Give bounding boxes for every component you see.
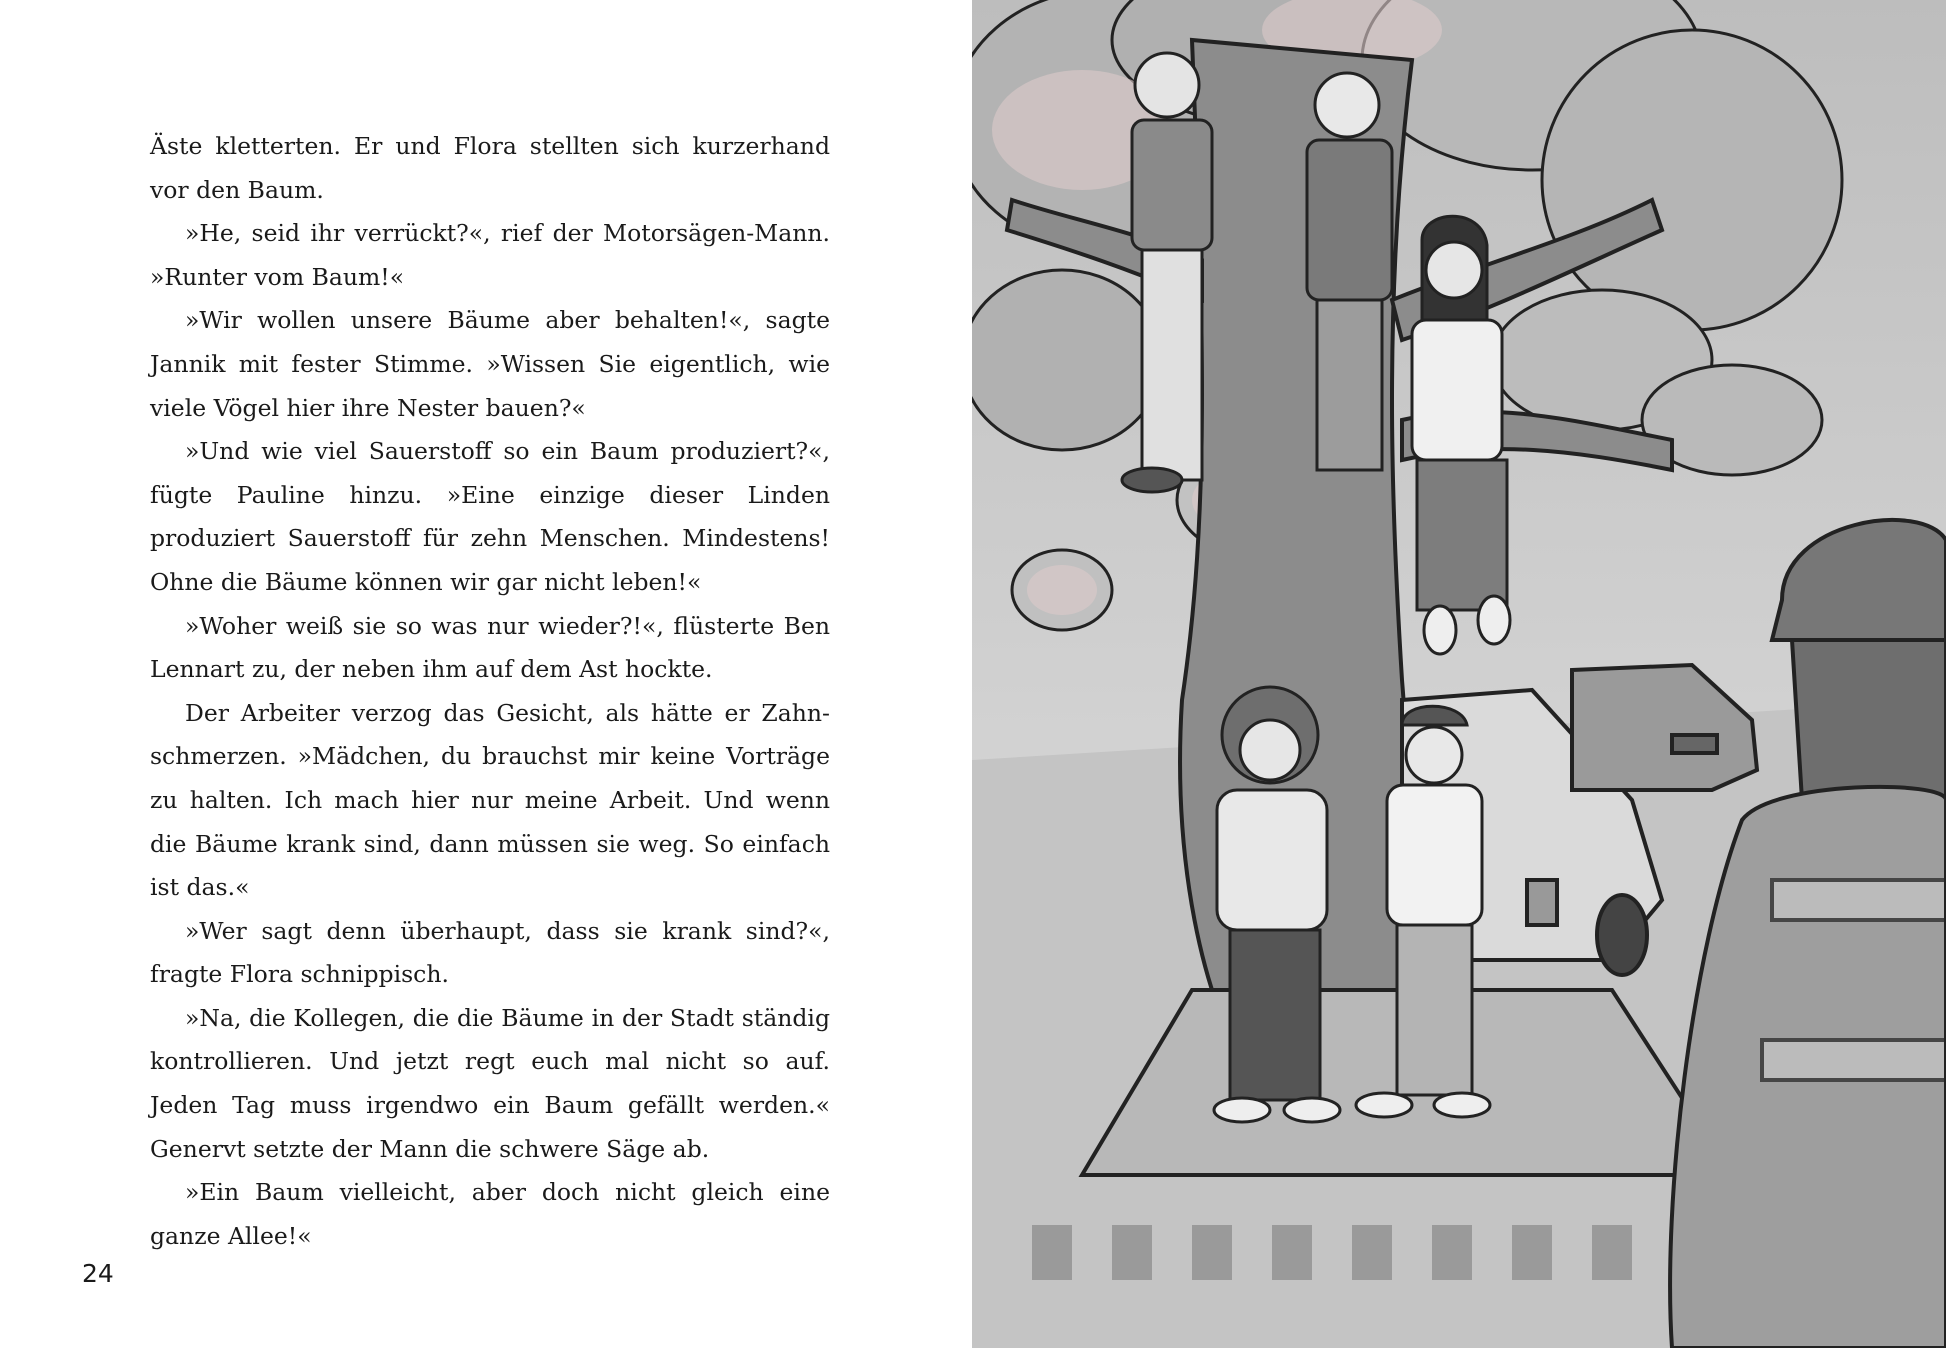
paragraph: »Ein Baum vielleicht, aber doch nicht gleich eine ganze Allee!« — [150, 1178, 830, 1250]
paragraph: »Woher weiß sie so was nur wieder?!«, flüsterte Ben Lennart zu, der neben ihm auf dem Ast hockte. — [150, 611, 830, 684]
illustration-art — [972, 0, 1946, 1348]
illustration — [972, 0, 1946, 1348]
paragraph: »He, seid ihr verrückt?«, rief der Motorsägen-Mann. »Runter vom Baum!« — [150, 219, 830, 291]
page-number: 24 — [82, 1259, 114, 1288]
paragraph: »Und wie viel Sauerstoff so ein Baum produziert?«, fügte Pauline hinzu. »Eine einzige dieser Linden produziert Sauerstoff für zehn Menschen. Mindestens! Ohne die Bäume können wir gar nicht leben!« — [150, 437, 830, 596]
story-text — [150, 125, 830, 1258]
paragraph: Der Arbeiter verzog das Gesicht, als hätte er Zahnschmerzen. »Mädchen, du brauchst mir keine Vorträge zu halten. Ich mach hier nur meine Arbeit. Und wenn die Bäume krank sind, dann müssen sie weg. So einfach ist das.« — [150, 698, 830, 902]
text-page — [0, 0, 972, 1348]
paragraph: »Na, die Kollegen, die die Bäume in der Stadt ständig kontrollieren. Und jetzt regt euch mal nicht so auf. Jeden Tag muss irgendwo ein Baum gefällt werden.« Genervt setzte der Mann die schwere Säge ab. — [150, 1003, 830, 1163]
paragraph: »Wer sagt denn überhaupt, dass sie krank sind?«, fragte Flora schnippisch. — [150, 916, 830, 989]
paragraph: Äste kletterten. Er und Flora stellten sich kurzerhand vor den Baum. — [150, 132, 830, 204]
paragraph: »Wir wollen unsere Bäume aber behalten!«, sagte Jannik mit fester Stimme. »Wissen Sie eigentlich, wie viele Vögel hier ihre Nester bauen?« — [150, 306, 830, 422]
